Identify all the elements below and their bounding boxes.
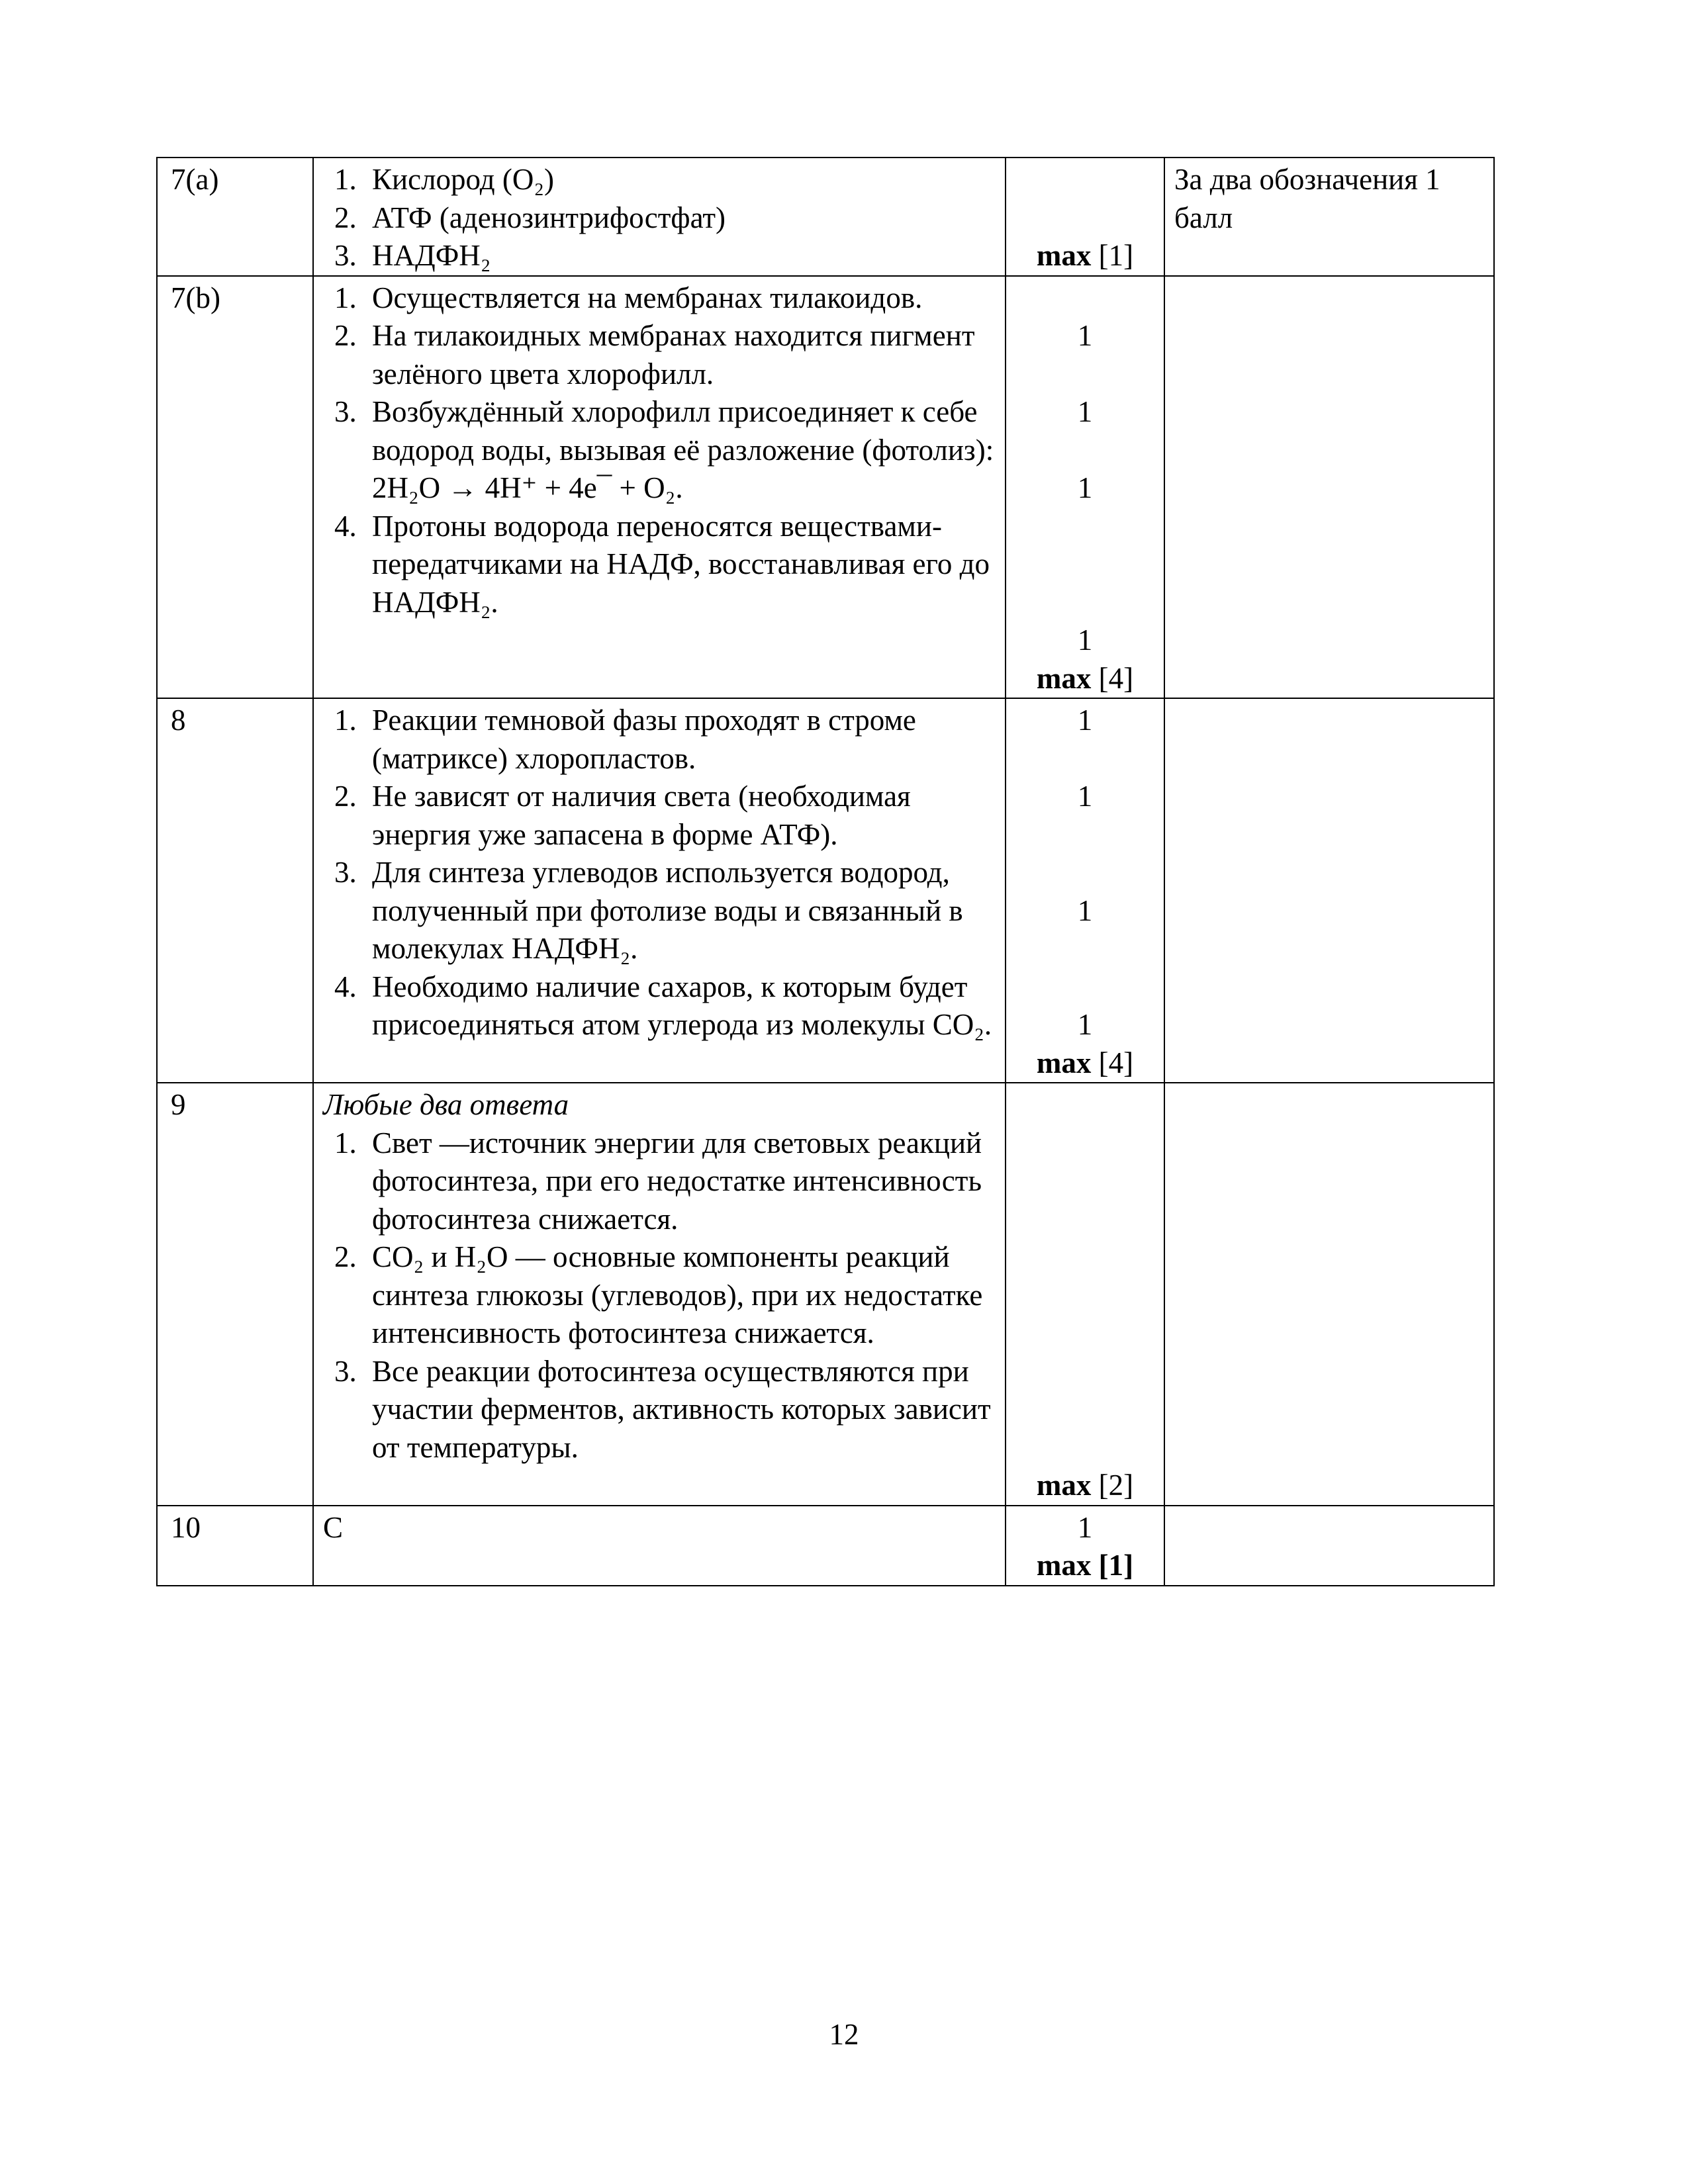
mark-line — [1009, 1277, 1161, 1315]
mark-value: max [1] — [1036, 1549, 1134, 1582]
answer-cell — [313, 698, 1006, 1083]
answer-list — [323, 1124, 997, 1467]
mark-line — [1009, 1124, 1161, 1163]
mark-line — [1009, 778, 1161, 816]
mark-line — [1009, 393, 1161, 432]
mark-bracket: [1] — [1091, 239, 1134, 272]
answer-item: 3. Для синтеза углеводов используется водород, полученный при фотолизе воды и связанный в молекулах НАДФН₂. — [364, 854, 997, 968]
mark-line — [1009, 702, 1161, 740]
mark-line — [1009, 1429, 1161, 1467]
answer-item: 3. Возбуждённый хлорофилл присоединяет к себе водород воды, вызывая её разложение (фотолиз): 2H₂O → 4H⁺ + 4e¯ + O₂. — [364, 393, 997, 508]
mark-line — [1009, 1353, 1161, 1391]
marks-cell — [1006, 1506, 1164, 1586]
mark-value: 1 — [1077, 780, 1093, 813]
mark-value: 1 — [1077, 704, 1093, 737]
answer-item: 1. Осуществляется на мембранах тилакоидов. — [364, 279, 997, 318]
mark-line — [1009, 1467, 1161, 1505]
mark-line — [1009, 508, 1161, 546]
mark-value: 1 — [1077, 623, 1093, 657]
mark-line — [1009, 237, 1161, 275]
answer-cell — [313, 1083, 1006, 1506]
mark-line — [1009, 279, 1161, 318]
notes-cell — [1164, 276, 1494, 699]
mark-line — [1009, 854, 1161, 892]
answer-list — [323, 702, 997, 1044]
mark-line — [1009, 469, 1161, 508]
mark-line — [1009, 1201, 1161, 1239]
mark-line — [1009, 930, 1161, 968]
mark-line — [1009, 892, 1161, 931]
notes-cell — [1164, 1506, 1494, 1586]
mark-value: max — [1036, 661, 1092, 695]
mark-line — [1009, 1086, 1161, 1124]
mark-line — [1009, 1390, 1161, 1429]
mark-line — [1009, 432, 1161, 470]
answer-cell — [313, 276, 1006, 699]
mark-value: 1 — [1077, 395, 1093, 428]
mark-bracket: [4] — [1091, 1046, 1134, 1079]
answer-cell: C — [313, 1506, 1006, 1586]
mark-line — [1009, 355, 1161, 394]
marks-cell — [1006, 1083, 1164, 1506]
table-row — [157, 1506, 1494, 1586]
marks-cell — [1006, 276, 1164, 699]
answer-item: 2. АТФ (аденозинтрифостфат) — [364, 199, 997, 238]
mark-value: max — [1036, 239, 1092, 272]
question-number: 7(a) — [157, 158, 313, 276]
mark-line — [1009, 317, 1161, 355]
answer-item: 1. Реакции темновой фазы проходят в строме (матриксе) хлоропластов. — [364, 702, 997, 778]
mark-line — [1009, 740, 1161, 778]
table-row — [157, 1083, 1494, 1506]
answer-item: 2. На тилакоидных мембранах находится пигмент зелёного цвета хлорофилл. — [364, 317, 997, 393]
mark-line — [1009, 199, 1161, 238]
notes-cell — [1164, 1083, 1494, 1506]
answer-instruction: Любые два ответа — [323, 1088, 569, 1121]
question-number: 10 — [157, 1506, 313, 1586]
answer-item: 4. Протоны водорода переносятся веществами-передатчиками на НАДФ, восстанавливая его до НАДФН₂. — [364, 508, 997, 622]
mark-value: max — [1036, 1469, 1092, 1502]
mark-bracket: [2] — [1091, 1469, 1134, 1502]
mark-bracket: [4] — [1091, 661, 1134, 695]
answer-list — [323, 279, 997, 622]
table-row — [157, 698, 1494, 1083]
answer-item: 1. Кислород (O₂) — [364, 161, 997, 199]
page-number: 12 — [829, 2018, 859, 2051]
marks-cell — [1006, 158, 1164, 276]
answer-list — [323, 161, 997, 275]
mark-line — [1009, 1238, 1161, 1277]
mark-value: 1 — [1077, 471, 1093, 504]
answer-item: 3. Все реакции фотосинтеза осуществляются при участии ферментов, активность которых зависит от температуры. — [364, 1353, 997, 1467]
mark-line — [1009, 584, 1161, 622]
mark-line — [1009, 1314, 1161, 1353]
mark-value: max — [1036, 1046, 1092, 1079]
mark-line — [1009, 1509, 1161, 1547]
mark-line — [1009, 161, 1161, 199]
mark-value: 1 — [1077, 893, 1093, 927]
mark-line — [1009, 816, 1161, 854]
answer-item: 1. Свет —источник энергии для световых реакций фотосинтеза, при его недостатке интенсивность фотосинтеза снижается. — [364, 1124, 997, 1239]
table-row — [157, 276, 1494, 699]
answer-item: 4. Необходимо наличие сахаров, к которым будет присоединяться атом углерода из молекулы CO₂. — [364, 968, 997, 1044]
answer-item: 3. НАДФН₂ — [364, 237, 997, 275]
mark-value: 1 — [1077, 1510, 1093, 1544]
notes-cell — [1164, 698, 1494, 1083]
mark-line — [1009, 545, 1161, 584]
mark-scheme-table — [156, 157, 1495, 1586]
mark-value: 1 — [1077, 1008, 1093, 1041]
mark-line — [1009, 1547, 1161, 1585]
mark-value: 1 — [1077, 319, 1093, 352]
answer-item: 2. CO₂ и H₂O — основные компоненты реакций синтеза глюкозы (углеводов), при их недостатке интенсивность фотосинтеза снижается. — [364, 1238, 997, 1353]
mark-line — [1009, 1162, 1161, 1201]
question-number: 7(b) — [157, 276, 313, 699]
mark-line — [1009, 660, 1161, 698]
question-number: 8 — [157, 698, 313, 1083]
mark-line — [1009, 1006, 1161, 1044]
notes-cell: За два обозначения 1 балл — [1164, 158, 1494, 276]
table-row — [157, 158, 1494, 276]
answer-item: 2. Не зависят от наличия света (необходимая энергия уже запасена в форме АТФ). — [364, 778, 997, 854]
mark-line — [1009, 1044, 1161, 1083]
question-number: 9 — [157, 1083, 313, 1506]
mark-line — [1009, 621, 1161, 660]
mark-line — [1009, 968, 1161, 1007]
marks-cell — [1006, 698, 1164, 1083]
answer-cell — [313, 158, 1006, 276]
